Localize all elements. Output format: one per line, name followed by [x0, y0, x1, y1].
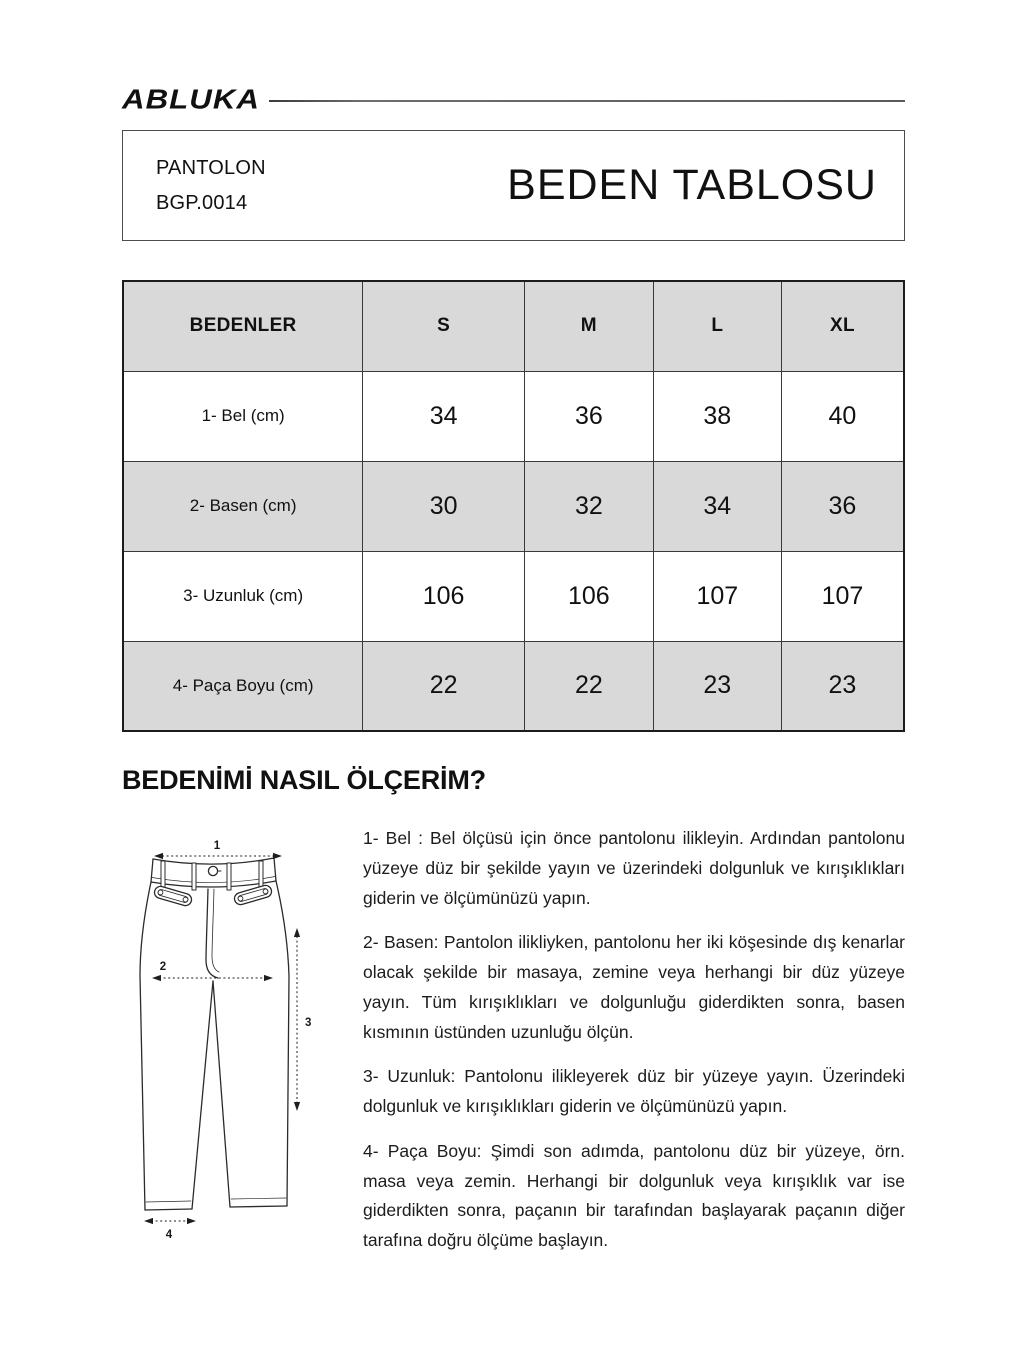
measure-label-1: 1 — [213, 840, 221, 852]
product-type: PANTOLON — [156, 156, 266, 179]
value-bel-s: 34 — [363, 371, 525, 461]
row-label-bel: 1- Bel (cm) — [123, 371, 363, 461]
table-row-bel — [123, 371, 904, 461]
how-to-section — [122, 830, 905, 1271]
column-header-xl: XL — [781, 281, 904, 371]
size-table-header-row — [123, 281, 904, 371]
table-row-basen — [123, 461, 904, 551]
table-row-paca-boyu — [123, 641, 904, 731]
column-header-s: S — [363, 281, 525, 371]
instruction-bel: 1- Bel : Bel ölçüsü için önce pantolonu ilikleyin. Ardından pantolonu yüzeye düz bir şekilde yayın ve üzerindeki dolgunluk ve kırışıklıkları giderin ve ölçümünüzü yapın. — [363, 828, 905, 908]
column-header-m: M — [524, 281, 653, 371]
pants-line-art-icon — [125, 830, 337, 1250]
section-heading: BEDENİMİ NASIL ÖLÇERİM? — [122, 765, 486, 795]
value-uzunluk-xl: 107 — [781, 551, 904, 641]
instruction-uzunluk: 3- Uzunluk: Pantolonu ilikleyerek düz bir yüzeye yayın. Üzerindeki dolgunluk ve kırışıklıkları giderin ve ölçümünüzü yapın. — [363, 1066, 905, 1116]
measure-label-4: 4 — [165, 1229, 173, 1241]
column-header-bedenler: BEDENLER — [123, 281, 363, 371]
value-paca-boyu-m: 22 — [524, 641, 653, 731]
row-label-uzunluk: 3- Uzunluk (cm) — [123, 551, 363, 641]
value-paca-boyu-l: 23 — [653, 641, 781, 731]
measurement-instructions — [363, 824, 905, 1271]
value-bel-m: 36 — [524, 371, 653, 461]
page-title: BEDEN TABLOSU — [507, 161, 877, 209]
value-paca-boyu-xl: 23 — [781, 641, 904, 731]
measure-label-3: 3 — [305, 1017, 312, 1029]
value-bel-l: 38 — [653, 371, 781, 461]
table-row-uzunluk — [123, 551, 904, 641]
value-basen-m: 32 — [524, 461, 653, 551]
size-table — [122, 280, 905, 732]
instruction-basen: 2- Basen: Pantolon ilikliyken, pantolonu her iki köşesinde dış kenarlar olacak şekilde bir masaya, zemine veya herhangi bir düz yüzeye yayın. Tüm kırışıklıkları ve dolgunluğu giderdikten sonra, basen kısmının üstünden uzunluğu ölçün. — [363, 932, 905, 1042]
row-label-basen: 2- Basen (cm) — [123, 461, 363, 551]
brand-logo: ABLUKA — [122, 84, 260, 115]
value-basen-s: 30 — [363, 461, 525, 551]
instruction-paca-boyu: 4- Paça Boyu: Şimdi son adımda, pantolonu düz bir yüzeye, örn. masa veya zemin. Herhangi bir dolgunluk veya kırışıklık var ise giderdikten sonra, paçanın bir tarafından başlayarak paçanın diğer tarafına doğru ölçüme başlayın. — [363, 1140, 905, 1250]
value-basen-l: 34 — [653, 461, 781, 551]
value-basen-xl: 36 — [781, 461, 904, 551]
value-uzunluk-l: 107 — [653, 551, 781, 641]
value-paca-boyu-s: 22 — [363, 641, 525, 731]
value-bel-xl: 40 — [781, 371, 904, 461]
title-box — [122, 130, 905, 241]
pants-measurement-diagram — [125, 830, 337, 1255]
column-header-l: L — [653, 281, 781, 371]
row-label-paca-boyu: 4- Paça Boyu (cm) — [123, 641, 363, 731]
value-uzunluk-m: 106 — [524, 551, 653, 641]
product-meta — [156, 151, 266, 221]
header-divider-line — [269, 100, 905, 102]
brand-header — [122, 84, 905, 116]
product-code: BGP.0014 — [156, 191, 248, 214]
value-uzunluk-s: 106 — [363, 551, 525, 641]
measure-label-2: 2 — [159, 961, 167, 973]
